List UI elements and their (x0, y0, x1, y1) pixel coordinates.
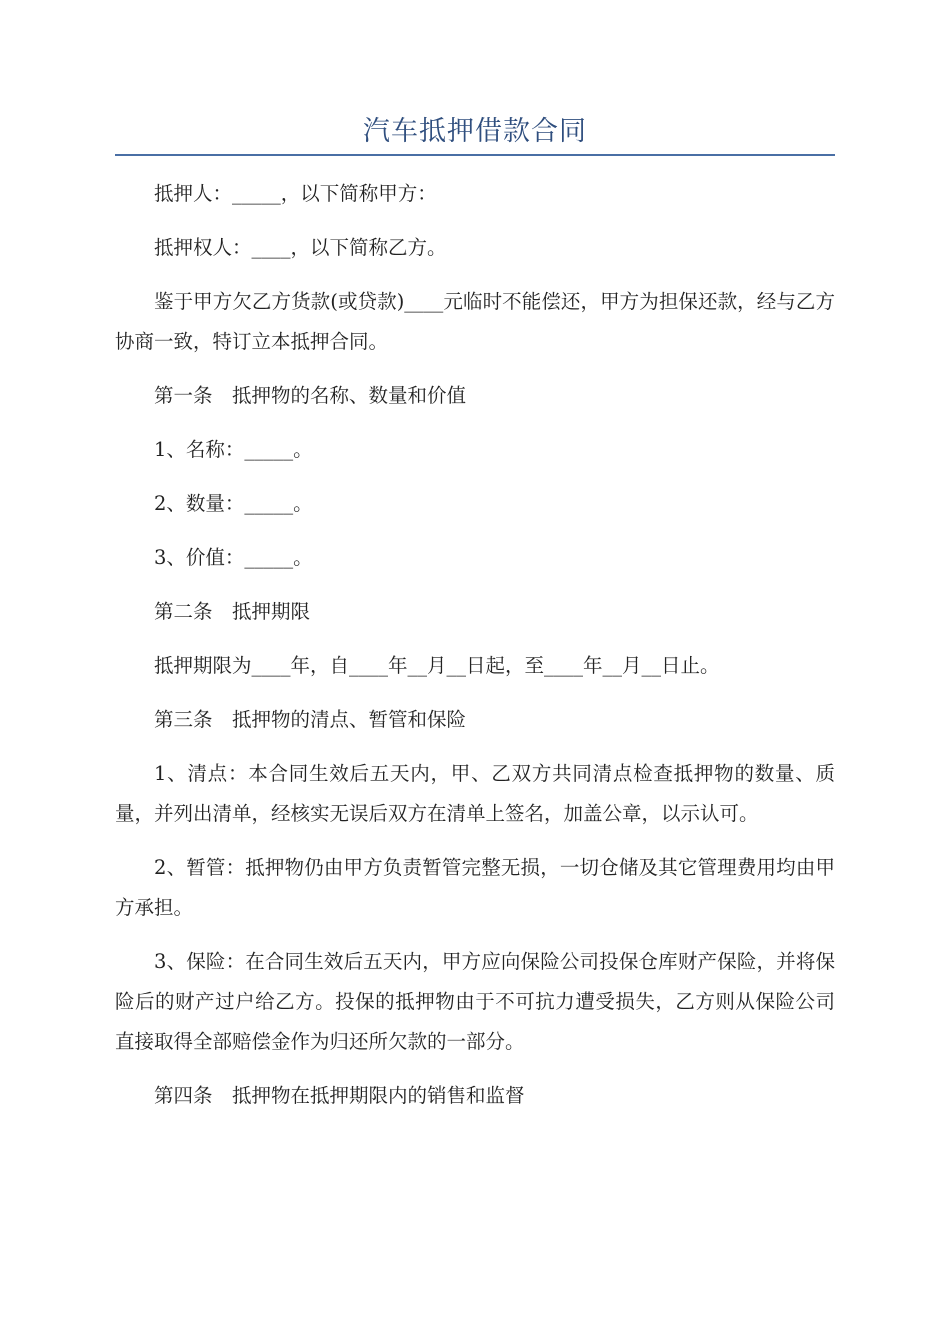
document-body (115, 174, 835, 1130)
paragraph-preamble: 鉴于甲方欠乙方货款(或贷款)____元临时不能偿还，甲方为担保还款，经与乙方协商一致，特订立本抵押合同。 (115, 290, 835, 353)
paragraph-mortgagor: 抵押人：_____，以下简称甲方： (154, 182, 437, 205)
article-3-item-insurance: 3、保险：在合同生效后五天内，甲方应向保险公司投保仓库财产保险，并将保险后的财产过户给乙方。投保的抵押物由于不可抗力遭受损失，乙方则从保险公司直接取得全部赔偿金作为归还所欠款的一部分。 (115, 950, 835, 1053)
document-title: 汽车抵押借款合同 (363, 116, 587, 147)
article-1-item-value: 3、价值：_____。 (154, 546, 313, 569)
article-3-heading: 第三条 抵押物的清点、暂管和保险 (154, 708, 467, 731)
article-4-heading: 第四条 抵押物在抵押期限内的销售和监督 (154, 1084, 525, 1107)
article-1-item-quantity: 2、数量：_____。 (154, 492, 313, 515)
article-2-term: 抵押期限为____年，自____年__月__日起，至____年__月__日止。 (154, 654, 720, 677)
article-3-item-custody: 2、暂管：抵押物仍由甲方负责暂管完整无损，一切仓储及其它管理费用均由甲方承担。 (115, 856, 835, 919)
article-1-item-name: 1、名称：_____。 (154, 438, 313, 461)
article-1-heading: 第一条 抵押物的名称、数量和价值 (154, 384, 467, 407)
article-3-item-inventory: 1、清点：本合同生效后五天内，甲、乙双方共同清点检查抵押物的数量、质量，并列出清单，经核实无误后双方在清单上签名，加盖公章，以示认可。 (115, 762, 835, 825)
title-underline (115, 154, 835, 156)
paragraph-mortgagee: 抵押权人：____，以下简称乙方。 (154, 236, 447, 259)
article-2-heading: 第二条 抵押期限 (154, 600, 311, 623)
